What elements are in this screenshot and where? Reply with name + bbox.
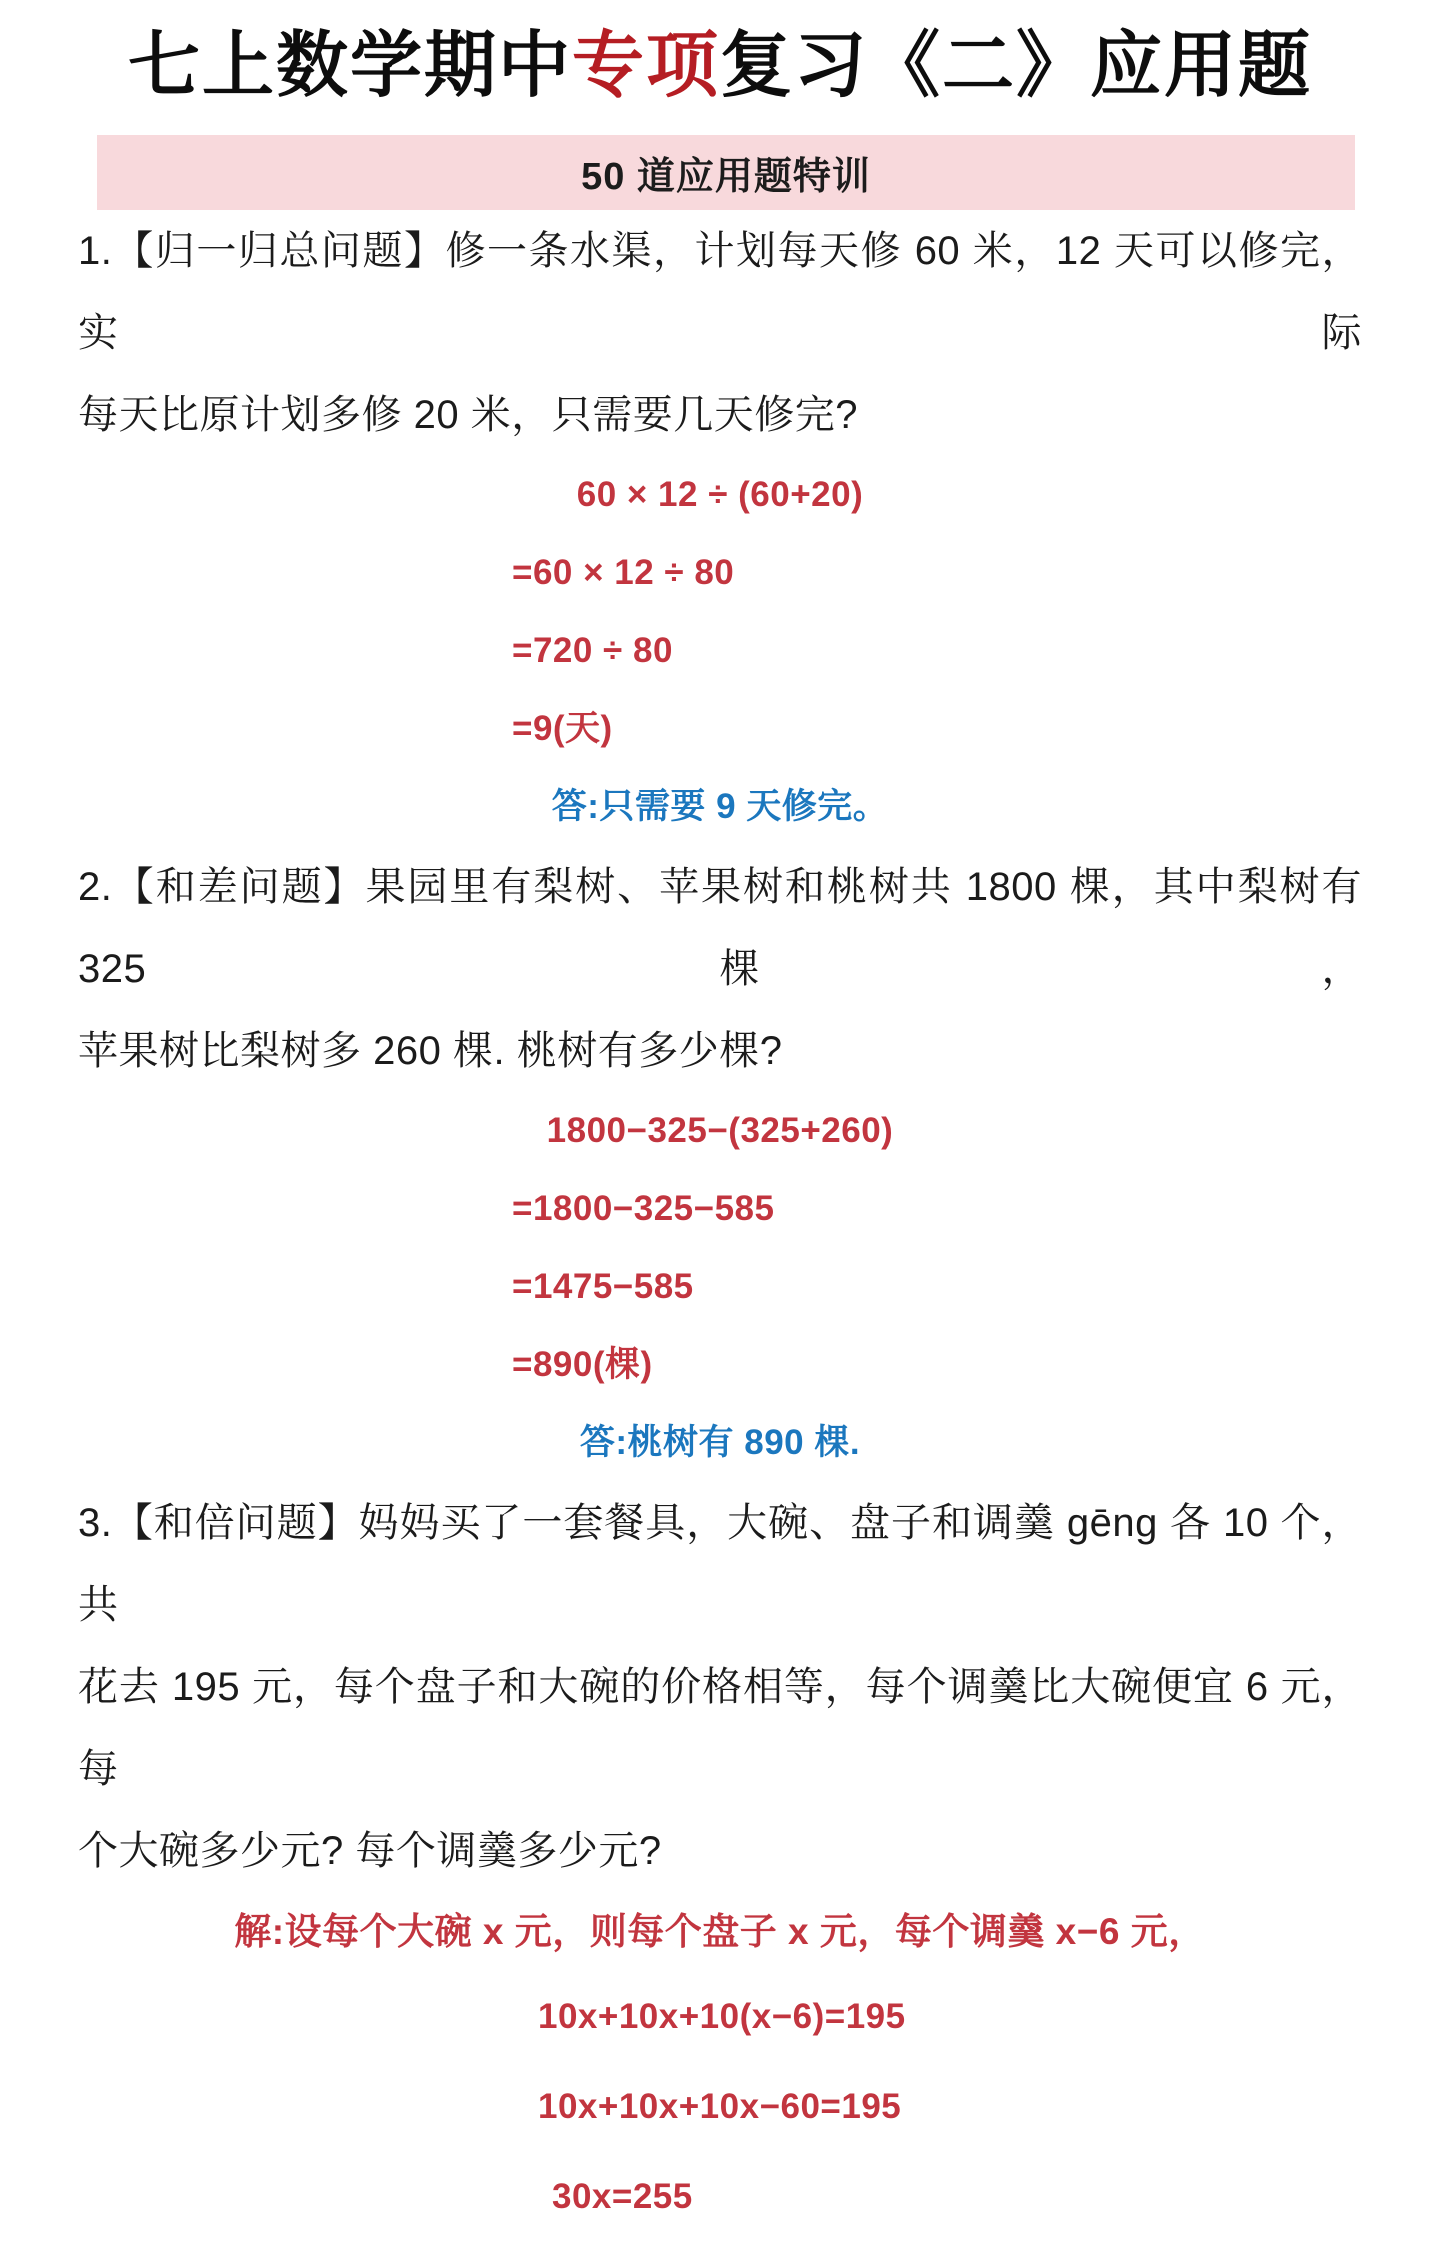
problem-1-line-1: 1.【归一归总问题】修一条水渠，计划每天修 60 米，12 天可以修完，实际 [78,228,1362,355]
problem-3-equation-2: 10x+10x+10x−60=195 [538,2086,902,2126]
page-title [0,0,1440,109]
problem-2-equation-2: =1800−325−585 [512,1188,775,1228]
section-banner [97,135,1355,210]
worksheet-content [0,210,1440,2242]
problem-1-equation-4: =9(天) [512,708,613,748]
problem-3-equation-3: 30x=255 [552,2176,693,2216]
problem-2-line-2: 苹果树比梨树多 260 棵. 桃树有多少棵? [78,1028,783,1073]
problem-3-equation-1: 10x+10x+10(x−6)=195 [538,1996,906,2036]
problem-1-answer: 答:只需要 9 天修完。 [551,786,889,826]
problem-2-line-1: 2.【和差问题】果园里有梨树、苹果树和桃树共 1800 棵，其中梨树有 325 棵， [78,864,1362,991]
section-banner-label: 50 道应用题特训 [581,155,871,198]
problem-3-solution-intro: 解:设每个大碗 x 元，则每个盘子 x 元，每个调羹 x−6 元， [234,1910,1206,1952]
problem-3-line-3: 个大碗多少元? 每个调羹多少元? [78,1828,662,1873]
title-prefix: 七上数学期中 [127,26,572,106]
problem-2-equation-3: =1475−585 [512,1266,694,1306]
problem-2-equation-1: 1800−325−(325+260) [546,1110,894,1150]
problem-1-equation-3: =720 ÷ 80 [512,630,673,670]
problem-2-equation-4: =890(棵) [512,1344,653,1384]
problem-1-equation-2: =60 × 12 ÷ 80 [512,552,735,592]
title-suffix: 复习《二》应用题 [720,26,1313,106]
title-highlight: 专项 [571,26,720,106]
problem-1-equation-1: 60 × 12 ÷ (60+20) [576,474,864,514]
problem-1-line-2: 每天比原计划多修 20 米，只需要几天修完? [78,392,858,437]
problem-3-line-1: 3.【和倍问题】妈妈买了一套餐具，大碗、盘子和调羹 gēng 各 10 个，共 [78,1500,1362,1627]
problem-3-line-2: 花去 195 元，每个盘子和大碗的价格相等，每个调羹比大碗便宜 6 元，每 [78,1664,1362,1791]
problem-2-answer: 答:桃树有 890 棵. [579,1422,861,1462]
